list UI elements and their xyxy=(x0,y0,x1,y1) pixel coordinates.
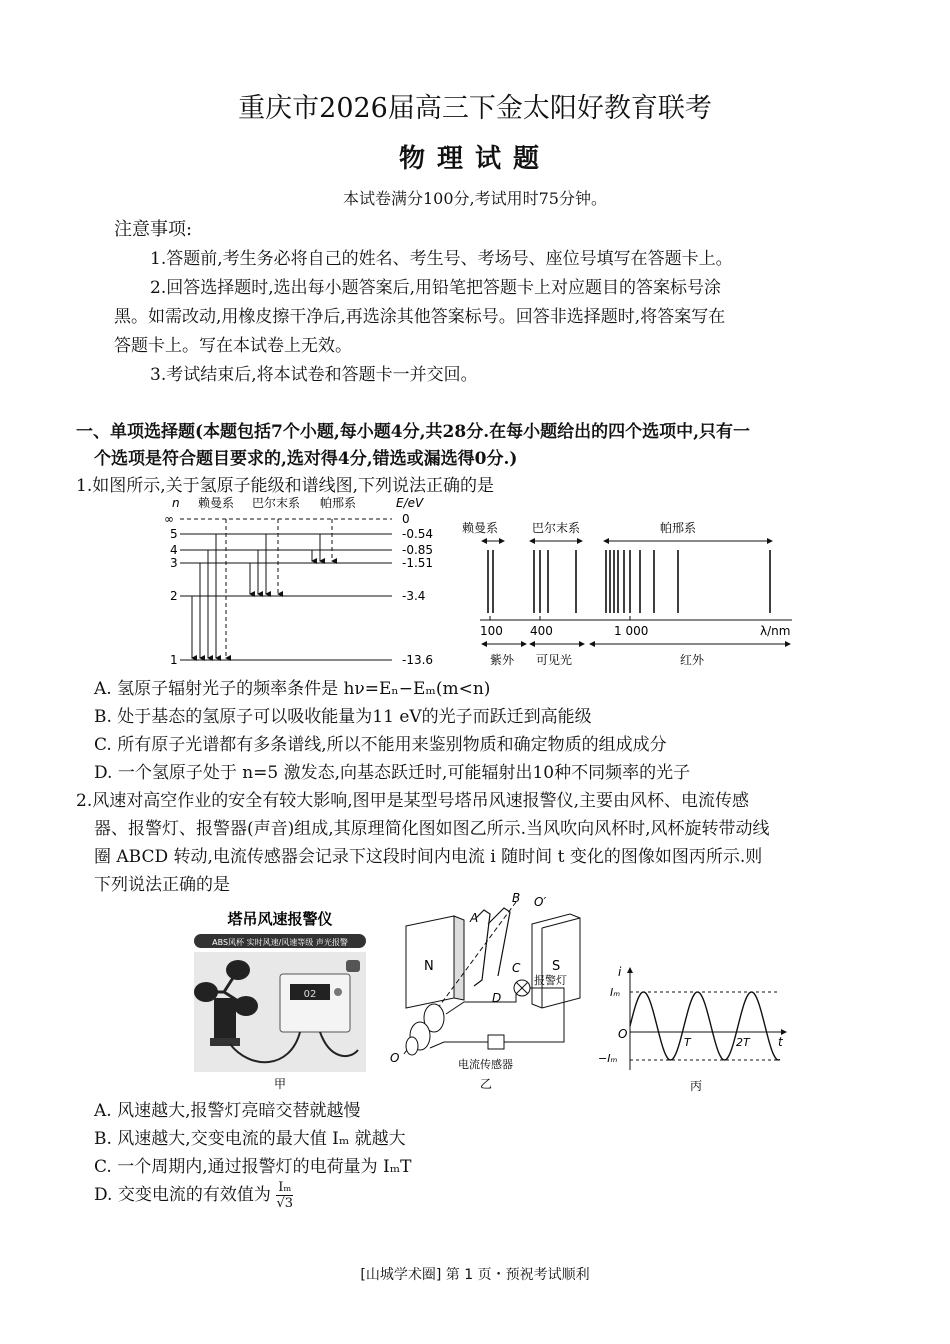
spectrum-label-paschen: 帕邢系 xyxy=(660,521,697,535)
tick-400: 400 xyxy=(530,624,553,638)
level-e-3: -1.51 xyxy=(402,556,434,570)
schematic-caption: 乙 xyxy=(480,1077,493,1091)
tick-unit: λ/nm xyxy=(760,624,791,638)
fraction-denominator: √3 xyxy=(276,1196,294,1211)
graph-label-i: i xyxy=(618,965,622,979)
graph-label-2t: 2T xyxy=(736,1036,750,1049)
current-time-graph xyxy=(596,964,796,1092)
generator-schematic xyxy=(384,890,604,1092)
current-sensor-icon xyxy=(488,1035,504,1049)
photo-display: 02 xyxy=(303,989,317,1000)
level-e-5: -0.54 xyxy=(402,527,434,541)
section-heading-line-2: 个选项是符合题目要求的,选对得4分,错选或漏选得0分.) xyxy=(94,449,518,469)
note-item-2-line-1: 2.回答选择题时,选出每小题答案后,用铅笔把答题卡上对应题目的答案标号涂 xyxy=(150,278,722,298)
q1-option-a: A. 氢原子辐射光子的频率条件是 hν=Eₙ−Eₘ(m<n) xyxy=(94,679,491,699)
q1-stem: 1.如图所示,关于氢原子能级和谱线图,下列说法正确的是 xyxy=(76,476,495,496)
q2-option-a: A. 风速越大,报警灯亮暗交替就越慢 xyxy=(94,1101,361,1121)
schematic-label-c: C xyxy=(512,961,521,975)
level-e-4: -0.85 xyxy=(402,543,434,557)
score-line: 本试卷满分100分,考试用时75分钟。 xyxy=(343,189,607,208)
q1-option-b: B. 处于基态的氢原子可以吸收能量为11 eV的光子而跃迁到高能级 xyxy=(94,707,592,727)
anemometer-photo xyxy=(180,900,380,1092)
level-n-5: 5 xyxy=(170,527,178,541)
spectrum-label-balmer: 巴尔末系 xyxy=(532,521,581,535)
spectrum-diagram xyxy=(460,516,805,672)
graph-caption: 丙 xyxy=(689,1079,703,1092)
schematic-label-n: N xyxy=(424,959,434,974)
band-uv: 紫外 xyxy=(490,653,515,667)
schematic-label-s: S xyxy=(552,959,561,974)
q2-option-d-fraction xyxy=(276,1180,293,1211)
fraction-numerator: Iₘ xyxy=(278,1180,292,1195)
schematic-label-b: B xyxy=(512,891,521,905)
graph-label-time: t xyxy=(778,1035,783,1049)
q2-stem-line-4: 下列说法正确的是 xyxy=(94,875,230,895)
n-label: n xyxy=(172,496,180,510)
level-n-inf: ∞ xyxy=(164,512,174,526)
schematic-label-o-prime: O′ xyxy=(534,895,547,909)
graph-label-t: T xyxy=(684,1036,691,1049)
energy-level-diagram xyxy=(160,494,460,672)
note-item-3: 3.考试结束后,将本试卷和答题卡一并交回。 xyxy=(150,365,478,385)
level-e-inf: 0 xyxy=(402,512,410,526)
graph-label-o: O xyxy=(618,1027,628,1041)
q2-stem-line-2: 器、报警灯、报警器(声音)组成,其原理简化图如图乙所示.当风吹向风杯时,风杯旋转带动线 xyxy=(94,819,770,839)
q2-stem-line-3: 圈 ABCD 转动,电流传感器会记录下这段时间内电流 i 随时间 t 变化的图像如图丙所示.则 xyxy=(94,847,763,867)
schematic-label-d: D xyxy=(492,991,502,1005)
note-item-2-line-2: 黑。如需改动,用橡皮擦干净后,再选涂其他答案标号。回答非选择题时,将答案写在 xyxy=(114,307,726,327)
q2-option-b: B. 风速越大,交变电流的最大值 Iₘ 就越大 xyxy=(94,1129,406,1149)
q2-option-d xyxy=(94,1180,293,1211)
energy-axis-label: E/eV xyxy=(396,496,424,510)
q2-option-d-text: D. 交变电流的有效值为 xyxy=(94,1185,271,1205)
section-heading-line-1: 一、单项选择题(本题包括7个小题,每小题4分,共28分.在每小题给出的四个选项中,只有一 xyxy=(76,422,751,442)
sine-wave xyxy=(630,992,780,1060)
q1-option-d: D. 一个氢原子处于 n=5 激发态,向基态跃迁时,可能辐射出10种不同频率的光子 xyxy=(94,763,691,783)
note-item-2-line-3: 答题卡上。写在本试卷上无效。 xyxy=(114,336,352,356)
level-e-2: -3.4 xyxy=(402,589,426,603)
series-label-lyman: 赖曼系 xyxy=(198,496,235,510)
note-item-1: 1.答题前,考生务必将自己的姓名、考生号、考场号、座位号填写在答题卡上。 xyxy=(150,249,733,269)
page-footer: [山城学术圈] 第 1 页・预祝考试顺利 xyxy=(360,1267,590,1283)
schematic-label-a: A xyxy=(470,911,479,925)
band-ir: 红外 xyxy=(680,653,705,667)
exam-subject: 物理试题 xyxy=(398,144,551,174)
band-visible: 可见光 xyxy=(536,653,573,667)
exam-title: 重庆市2026届高三下金太阳好教育联考 xyxy=(238,93,712,124)
tick-1000: 1 000 xyxy=(614,624,649,638)
q1-option-c: C. 所有原子光谱都有多条谱线,所以不能用来鉴别物质和确定物质的组成成分 xyxy=(94,735,667,755)
tick-100: 100 xyxy=(480,624,503,638)
notes-heading: 注意事项: xyxy=(114,219,193,240)
level-n-2: 2 xyxy=(170,589,178,603)
q2-stem-line-1: 2.风速对高空作业的安全有较大影响,图甲是某型号塔吊风速报警仪,主要由风杯、电流传感 xyxy=(76,791,750,811)
q2-option-c: C. 一个周期内,通过报警灯的电荷量为 IₘT xyxy=(94,1157,412,1177)
level-n-4: 4 xyxy=(170,543,178,557)
graph-label-im: Iₘ xyxy=(610,986,621,999)
graph-label-minus-im: −Iₘ xyxy=(598,1052,618,1065)
series-label-balmer: 巴尔末系 xyxy=(252,496,301,510)
spectrum-label-lyman: 赖曼系 xyxy=(462,521,499,535)
level-n-3: 3 xyxy=(170,556,178,570)
photo-title: 塔吊风速报警仪 xyxy=(227,910,333,928)
schematic-label-o: O xyxy=(390,1051,400,1065)
level-n-1: 1 xyxy=(170,653,178,667)
level-e-1: -13.6 xyxy=(402,653,434,667)
photo-banner: ABS风杯 实时风速/风速等级 声光报警 xyxy=(212,938,348,947)
schematic-label-sensor: 电流传感器 xyxy=(458,1058,513,1071)
series-label-paschen: 帕邢系 xyxy=(320,496,357,510)
photo-caption: 甲 xyxy=(273,1077,287,1091)
schematic-label-lamp: 报警灯 xyxy=(534,974,567,987)
